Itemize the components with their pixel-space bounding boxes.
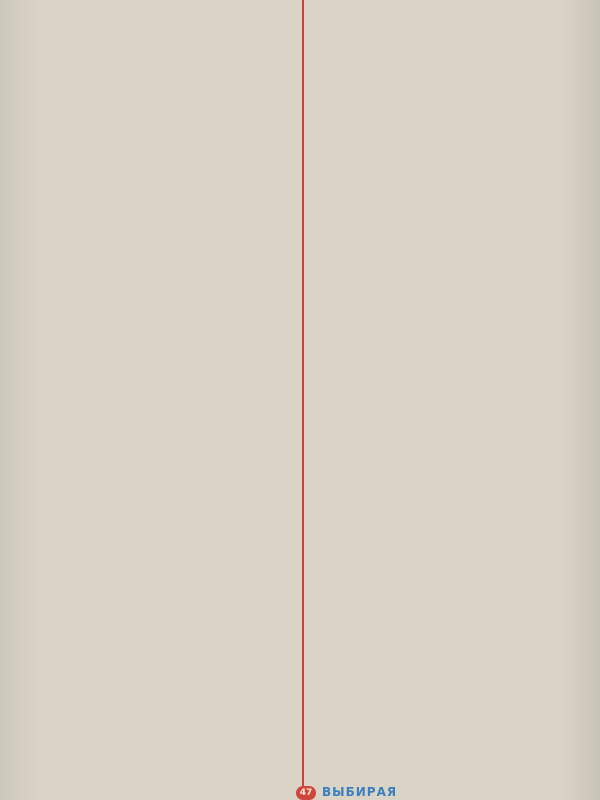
column-divider	[302, 0, 304, 790]
magazine-logo: ВЫБИРАЯ	[322, 785, 398, 799]
page-number: 47	[296, 786, 316, 800]
